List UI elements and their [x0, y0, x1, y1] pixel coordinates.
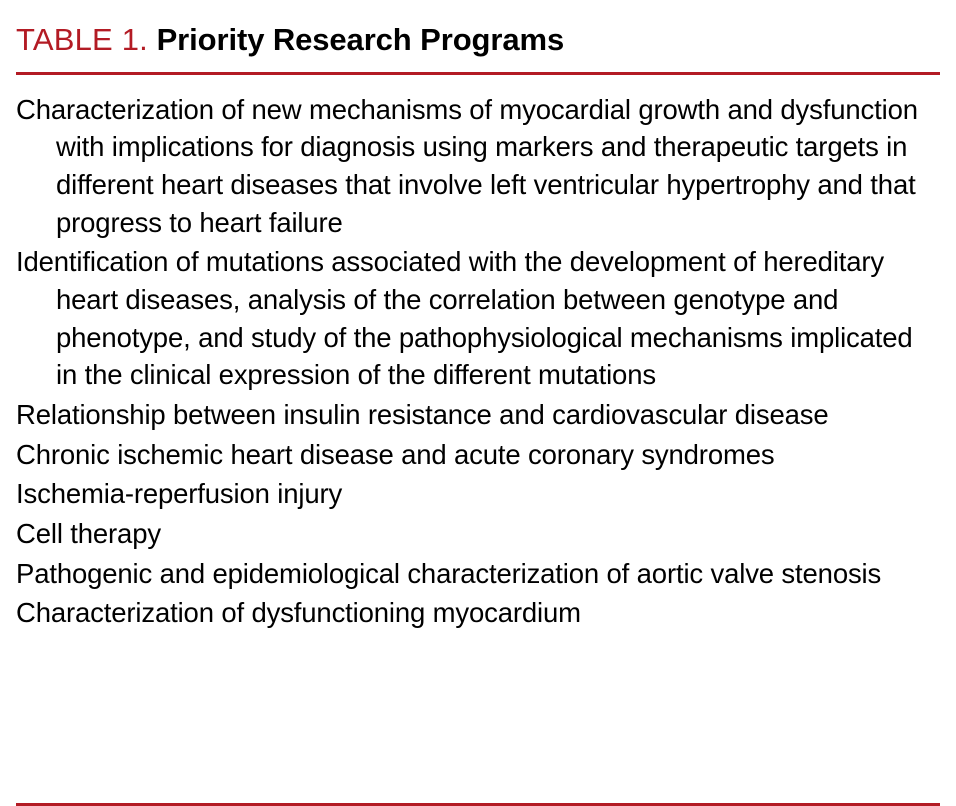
table-row: Characterization of dysfunctioning myocardium	[16, 597, 581, 629]
table-row: Cell therapy	[16, 518, 161, 550]
table-row: Identification of mutations associated with the development of hereditary heart diseases, analysis of the correlation between genotype and phenotype, and study of the pathophysiological mechanisms implicated in the clinical expression of the different mutations	[16, 246, 913, 391]
table-row: Relationship between insulin resistance and cardiovascular disease	[16, 399, 829, 431]
table-row: Chronic ischemic heart disease and acute coronary syndromes	[16, 438, 775, 470]
table-row: Ischemia-reperfusion injury	[16, 478, 343, 510]
table-row: Characterization of new mechanisms of myocardial growth and dysfunction with implications for diagnosis using markers and therapeutic targets in different heart diseases that involve left ventricular hypertrophy and that progress to heart failure	[16, 93, 918, 238]
table-caption	[16, 0, 940, 72]
table-row: Pathogenic and epidemiological characterization of aortic valve stenosis	[16, 557, 882, 589]
table-caption-title: Priority Research Programs	[156, 22, 565, 57]
table-body	[16, 75, 940, 789]
table-caption-label: TABLE 1.	[16, 22, 148, 57]
